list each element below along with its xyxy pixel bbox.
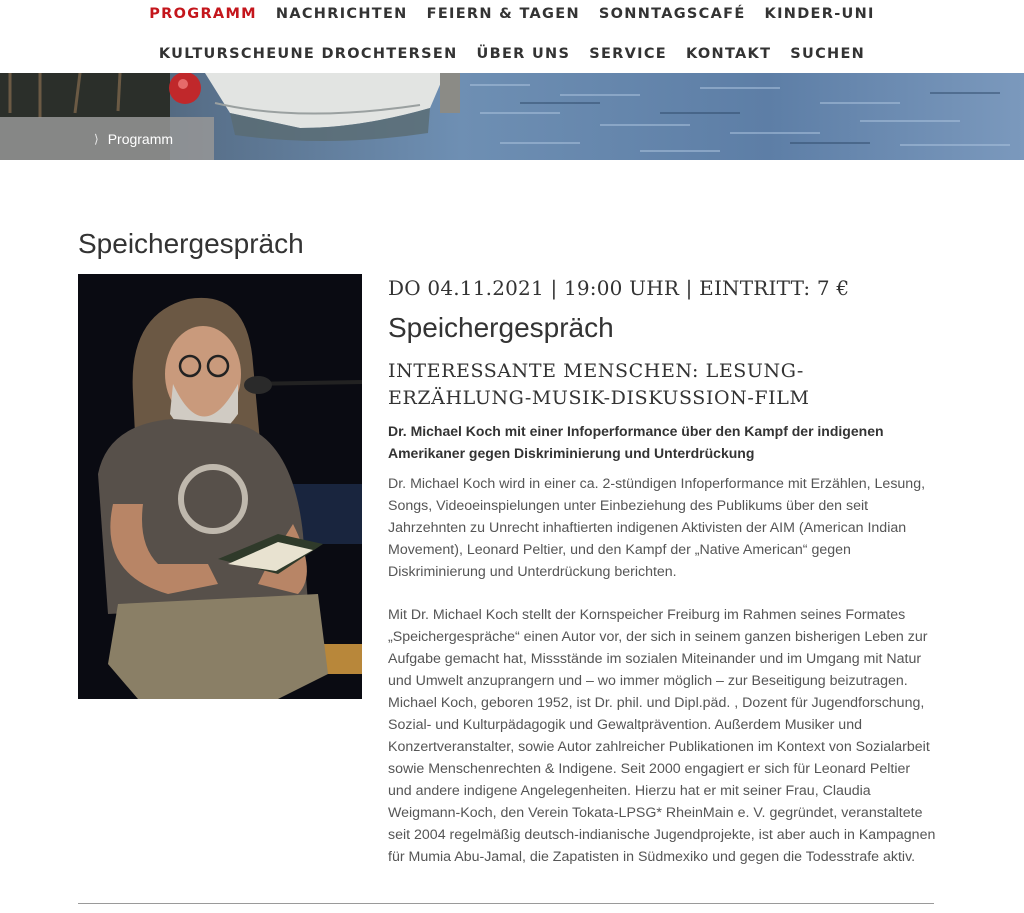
- main-nav-row-1: [0, 5, 1024, 23]
- event-photo: [78, 274, 362, 699]
- content-divider: [78, 903, 934, 904]
- event-date-time-price: DO 04.11.2021 | 19:00 UHR | EINTRITT: 7 €: [388, 276, 850, 300]
- breadcrumb-separator-icon: ⟩: [94, 131, 99, 146]
- nav-suchen[interactable]: SUCHEN: [790, 46, 866, 62]
- nav-programm[interactable]: PROGRAMM: [149, 6, 257, 22]
- nav-kinder-uni[interactable]: KINDER-UNI: [764, 6, 875, 22]
- breadcrumb: [0, 117, 214, 160]
- event-description-paragraph-2: Mit Dr. Michael Koch stellt der Kornspeicher Freiburg im Rahmen seines Formates „Speichergespräche“ einen Autor vor, der sich in seinem ganzen bisherigen Leben zur Aufgabe gemacht hat, Missstände im sozialen Miteinander und im Umgang mit Natur und Umwelt anzuprangern und – wo immer möglich – zur Beseitigung beizutragen. Michael Koch, geboren 1952, ist Dr. phil. und Dipl.päd. , Dozent für Jugendforschung, Sozial- und Kulturpädagogik und Gewaltprävention. Außerdem Musiker und Konzertveranstalter, sowie Autor zahlreicher Publikationen im Kontext von Sozialarbeit sowie Menschenrechten & Indigene. Seit 2000 engagiert er sich für Leonard Peltier und andere indigene Angelegenheiten. Hierzu hat er mit seiner Frau, Claudia Weigmann-Koch, den Verein Tokata-LPSG* RheinMain e. V. gegründet, veranstaltete seit 2004 regelmäßig deutsch-indianische Jugendprojekte, ist aber auch in Kampagnen für Mumia Abu-Jamal, die Zapatisten in Südmexiko und gegen die Todesstrafe aktiv.: [388, 607, 936, 865]
- nav-sonntagscafe[interactable]: SONNTAGSCAFÉ: [598, 6, 746, 22]
- nav-nachrichten[interactable]: NACHRICHTEN: [275, 6, 408, 22]
- event-subtitle: INTERESSANTE MENSCHEN: LESUNG-ERZÄHLUNG-MUSIK-DISKUSSION-FILM: [388, 360, 810, 409]
- nav-kontakt[interactable]: KONTAKT: [686, 46, 772, 62]
- nav-kulturscheune-drochtersen[interactable]: KULTURSCHEUNE DROCHTERSEN: [158, 46, 458, 62]
- event-title: Speichergespräch: [388, 312, 614, 343]
- main-nav-row-2: [0, 45, 1024, 63]
- nav-feiern-und-tagen[interactable]: FEIERN & TAGEN: [426, 6, 580, 22]
- nav-ueber-uns[interactable]: ÜBER UNS: [476, 46, 571, 62]
- page-title: Speichergespräch: [78, 228, 304, 259]
- event-lead-text: Dr. Michael Koch mit einer Infoperformance über den Kampf der indigenen Amerikaner gegen Diskriminierung und Unterdrückung: [388, 423, 884, 461]
- nav-service[interactable]: SERVICE: [589, 46, 668, 62]
- event-description-paragraph-1: Dr. Michael Koch wird in einer ca. 2-stündigen Infoperformance mit Erzählen, Lesung, Songs, Videoeinspielungen unter Einbeziehung des Publikums über den seit Jahrzehnten zu Unrecht inhaftierten indigenen Aktivisten der AIM (American Indian Movement), Leonard Peltier, und den Kampf der „Native American“ gegen Diskriminierung und Unterdrückung berichten.: [388, 476, 926, 580]
- breadcrumb-current-page[interactable]: Programm: [107, 130, 174, 147]
